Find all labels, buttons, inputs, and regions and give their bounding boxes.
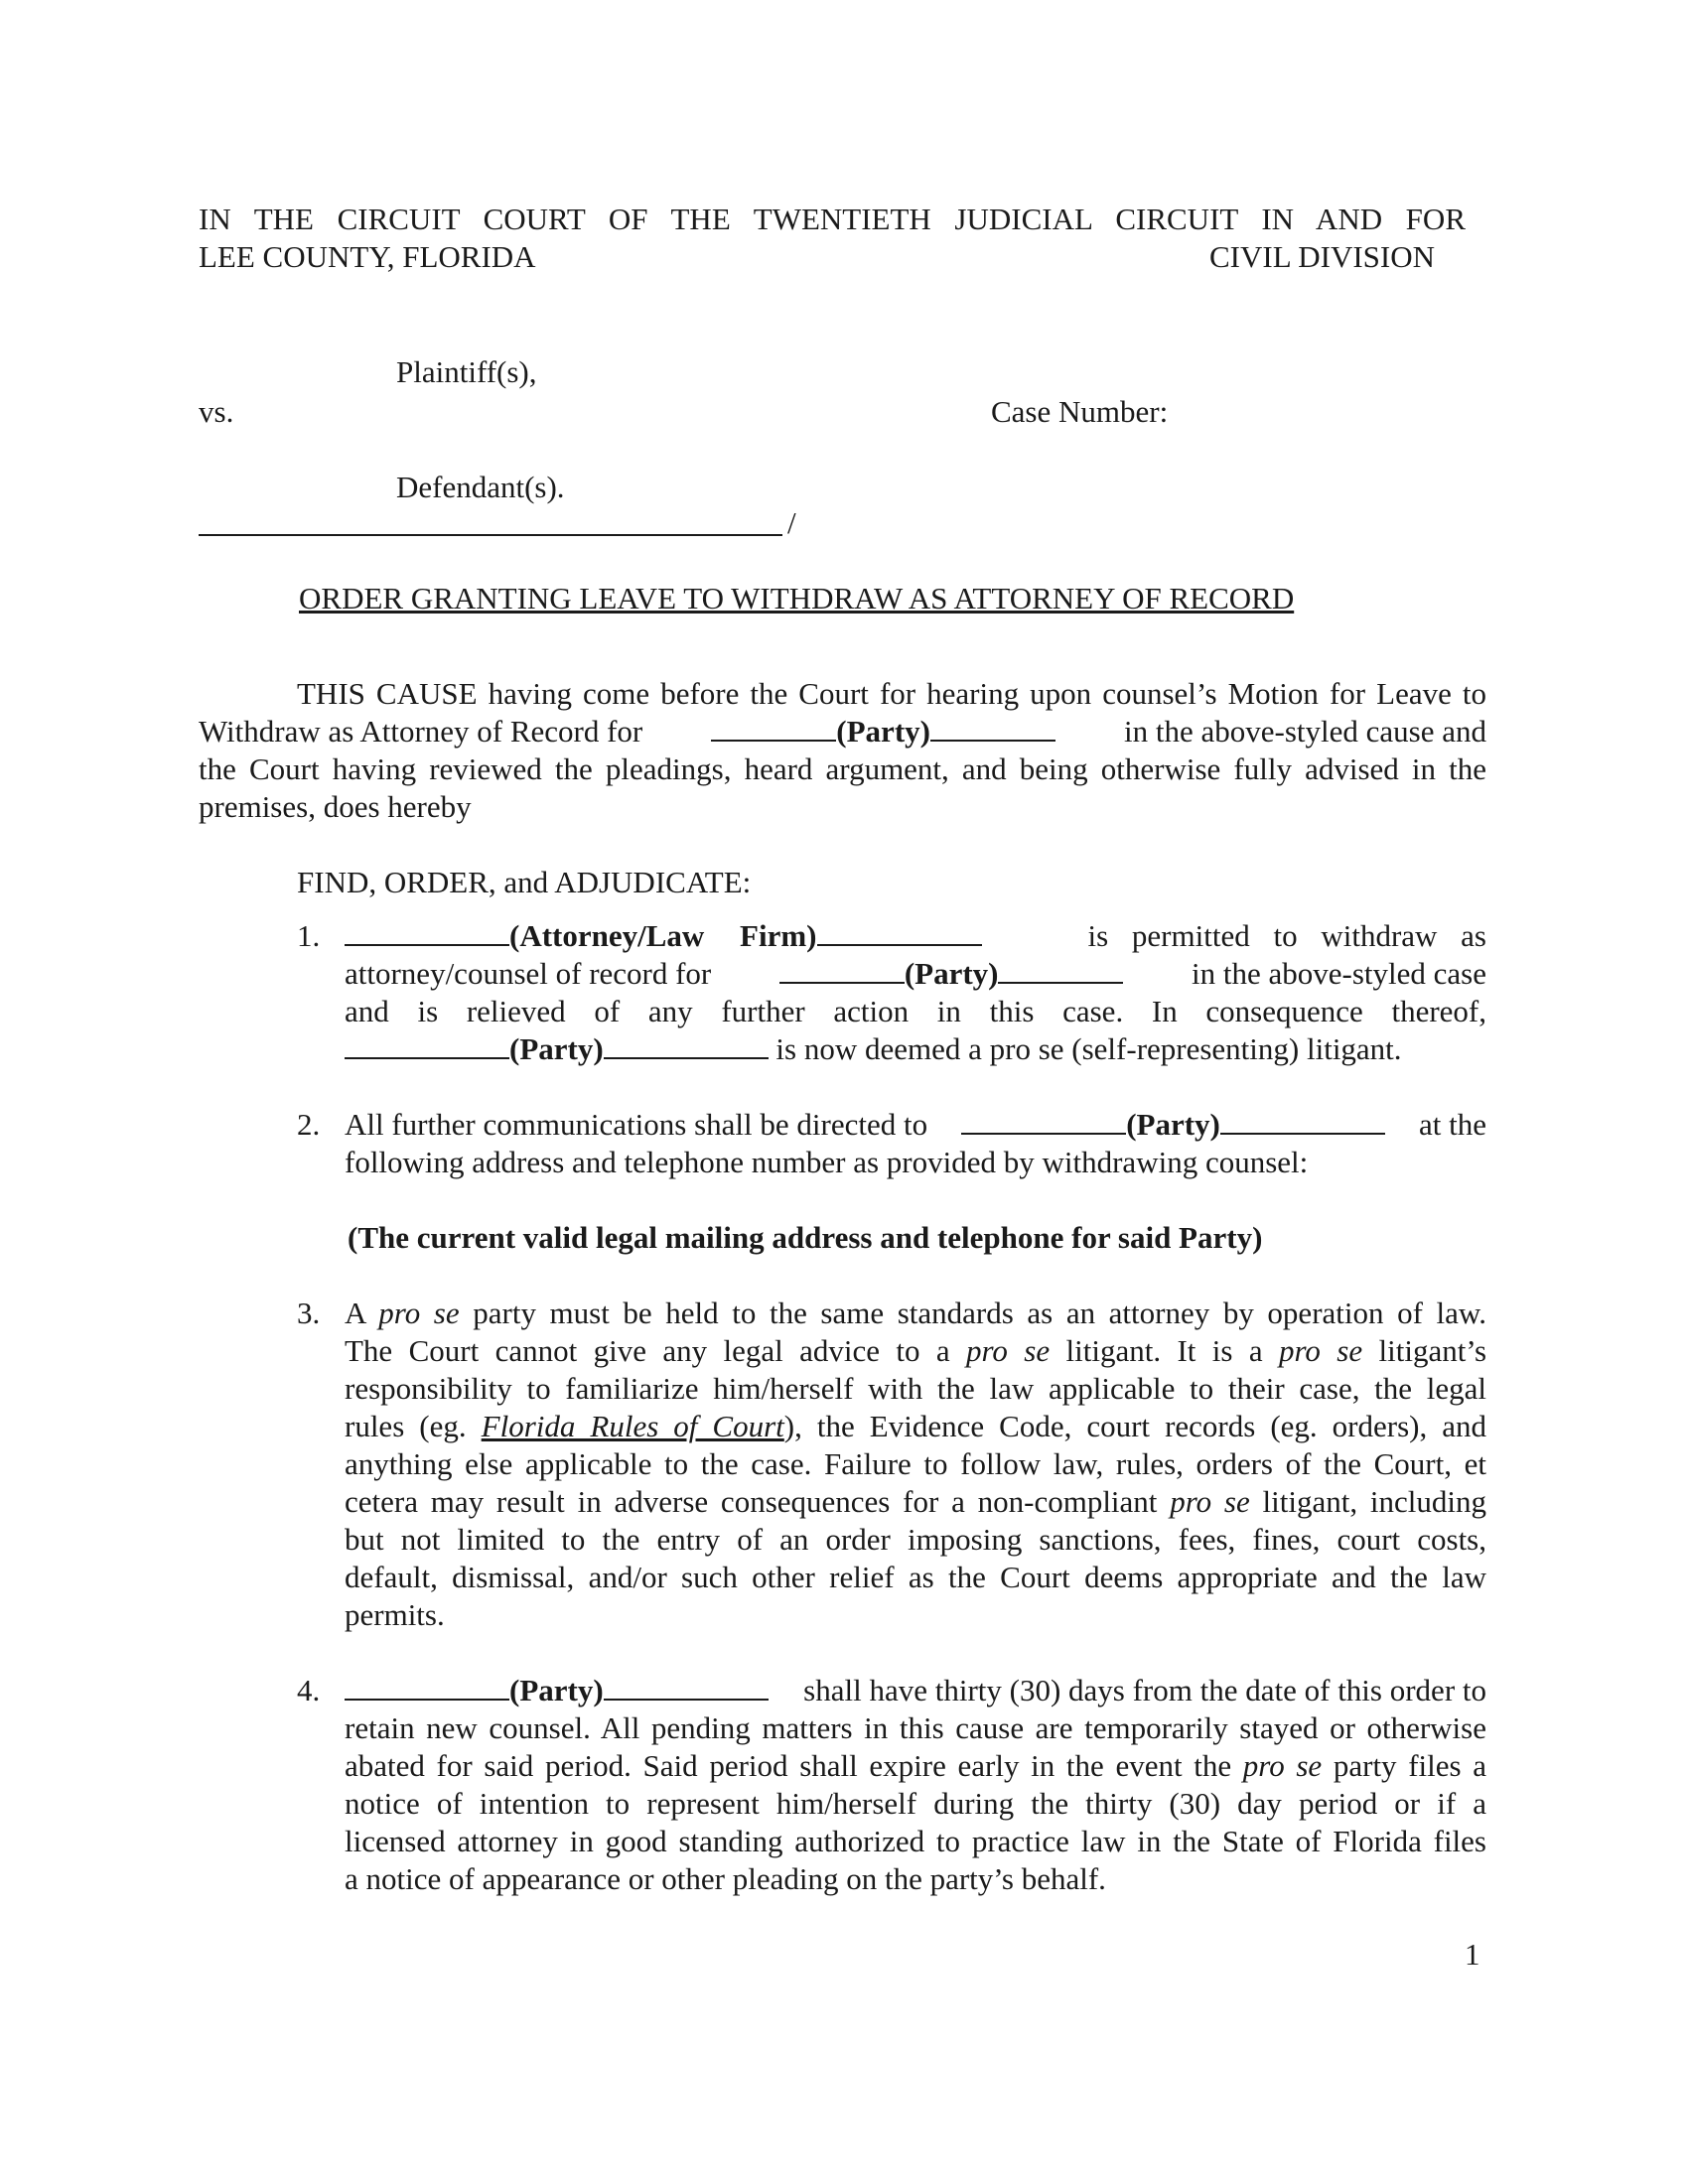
item-3-line4 bbox=[345, 1408, 1486, 1445]
caption-slash: / bbox=[787, 505, 796, 540]
item-3-text: A bbox=[345, 1296, 365, 1330]
item-2-text2: at the bbox=[1419, 1107, 1486, 1142]
intro-line4: premises, does hereby bbox=[199, 789, 472, 824]
intro-line3: the Court having reviewed the pleadings, heard argument, and being otherwise fully advised in the bbox=[199, 751, 1486, 786]
item-2-text1: All further communications shall be directed to bbox=[345, 1107, 928, 1142]
item-4-number: 4. bbox=[297, 1673, 321, 1707]
blank-line bbox=[345, 1673, 509, 1701]
item-3-text: litigant. It is a bbox=[1065, 1333, 1263, 1368]
item-2-party-field bbox=[961, 1106, 1385, 1144]
party-placeholder: (Party) bbox=[509, 1673, 604, 1707]
item-4-text: party files a bbox=[1333, 1748, 1487, 1783]
item-3-text: litigant, including bbox=[1262, 1484, 1487, 1519]
intro-line1: THIS CAUSE having come before the Court for hearing upon counsel’s Motion for Leave to bbox=[297, 676, 1486, 711]
pro-se-term: pro se bbox=[1279, 1333, 1363, 1368]
attorney-placeholder: (Attorney/Law Firm) bbox=[509, 918, 817, 953]
item-1-party-field bbox=[779, 955, 1124, 993]
court-heading-county: LEE COUNTY, FLORIDA bbox=[199, 239, 536, 274]
item-2-line1 bbox=[345, 1106, 1486, 1144]
blank-line bbox=[604, 1031, 769, 1059]
blank-line bbox=[711, 714, 836, 742]
item-1-line3: and is relieved of any further action in this case. In consequence thereof, bbox=[345, 994, 1486, 1028]
item-1-text2: attorney/counsel of record for bbox=[345, 956, 712, 991]
blank-line bbox=[604, 1673, 769, 1701]
item-3-text: party must be held to the same standards as an attorney by operation of law. bbox=[473, 1296, 1487, 1330]
item-3-line7: but not limited to the entry of an order imposing sanctions, fees, fines, court costs, bbox=[345, 1522, 1486, 1557]
blank-line bbox=[961, 1107, 1126, 1135]
document-title: ORDER GRANTING LEAVE TO WITHDRAW AS ATTORNEY OF RECORD bbox=[299, 581, 1295, 615]
item-1-line4 bbox=[345, 1030, 1402, 1068]
caption-rule bbox=[199, 534, 782, 536]
item-3-text: litigant’s bbox=[1378, 1333, 1487, 1368]
blank-line bbox=[345, 1031, 509, 1059]
attorney-field bbox=[345, 917, 982, 955]
intro-line2-text-a: Withdraw as Attorney of Record for bbox=[199, 714, 643, 749]
versus-label: vs. bbox=[199, 394, 234, 429]
item-3-line9: permits. bbox=[345, 1597, 445, 1632]
item-3-text: rules (eg. bbox=[345, 1409, 467, 1443]
item-3-line5: anything else applicable to the case. Failure to follow law, rules, orders of the Court, et bbox=[345, 1446, 1486, 1481]
item-4-line1 bbox=[345, 1672, 1486, 1709]
item-2-line2: following address and telephone number as provided by withdrawing counsel: bbox=[345, 1145, 1309, 1179]
item-3-number: 3. bbox=[297, 1296, 321, 1330]
find-order-heading: FIND, ORDER, and ADJUDICATE: bbox=[297, 865, 752, 899]
plaintiff-label: Plaintiff(s), bbox=[396, 354, 537, 389]
item-3-line1 bbox=[345, 1295, 1486, 1332]
item-3-text: The Court cannot give any legal advice to a bbox=[345, 1333, 950, 1368]
intro-line2 bbox=[199, 713, 1486, 751]
item-1-line2 bbox=[345, 955, 1486, 993]
case-number-label: Case Number: bbox=[991, 394, 1169, 429]
item-4-line6: a notice of appearance or other pleading on the party’s behalf. bbox=[345, 1861, 1106, 1896]
florida-rules-reference: Florida Rules of Court bbox=[481, 1409, 784, 1443]
item-1-line1 bbox=[345, 917, 1486, 955]
item-2-number: 2. bbox=[297, 1107, 321, 1142]
item-4-party-field bbox=[345, 1672, 769, 1709]
party-placeholder: (Party) bbox=[836, 714, 930, 749]
item-3-text: cetera may result in adverse consequences for a non-compliant bbox=[345, 1484, 1158, 1519]
item-3-line2 bbox=[345, 1332, 1486, 1370]
item-4-line5: licensed attorney in good standing authorized to practice law in the State of Florida files bbox=[345, 1824, 1486, 1858]
blank-line bbox=[779, 956, 905, 984]
intro-line2-text-b: in the above-styled cause and bbox=[1124, 714, 1486, 749]
item-4-text: abated for said period. Said period shall expire early in the event the bbox=[345, 1748, 1232, 1783]
item-4-line4: notice of intention to represent him/herself during the thirty (30) day period or if a bbox=[345, 1786, 1486, 1821]
court-heading-line1: IN THE CIRCUIT COURT OF THE TWENTIETH JUDICIAL CIRCUIT IN AND FOR bbox=[199, 202, 1466, 236]
item-3-text: ), the Evidence Code, court records (eg. orders), and bbox=[783, 1409, 1486, 1443]
pro-se-term: pro se bbox=[1170, 1484, 1250, 1519]
pro-se-term: pro se bbox=[966, 1333, 1051, 1368]
item-3-line6 bbox=[345, 1483, 1486, 1521]
item-1-text1: is permitted to withdraw as bbox=[1087, 918, 1486, 953]
party-placeholder: (Party) bbox=[1126, 1107, 1220, 1142]
pro-se-term: pro se bbox=[1242, 1748, 1323, 1783]
defendant-label: Defendant(s). bbox=[396, 470, 565, 504]
item-4-line2: retain new counsel. All pending matters in this cause are temporarily stayed or otherwise bbox=[345, 1710, 1486, 1745]
item-4-line3 bbox=[345, 1747, 1486, 1785]
page-number: 1 bbox=[1465, 1937, 1480, 1972]
blank-line bbox=[817, 918, 982, 946]
blank-line bbox=[1220, 1107, 1385, 1135]
item-4-text1: shall have thirty (30) days from the date of this order to bbox=[803, 1673, 1486, 1707]
item-3-line3: responsibility to familiarize him/herself with the law applicable to their case, the legal bbox=[345, 1371, 1486, 1406]
address-note: (The current valid legal mailing address and telephone for said Party) bbox=[348, 1220, 1263, 1255]
pro-se-term: pro se bbox=[378, 1296, 460, 1330]
blank-line bbox=[930, 714, 1055, 742]
item-1-text5: is now deemed a pro se (self-representing) litigant. bbox=[775, 1031, 1402, 1066]
blank-line bbox=[345, 918, 509, 946]
party-placeholder: (Party) bbox=[509, 1031, 604, 1066]
intro-party-field bbox=[711, 713, 1055, 751]
item-1-number: 1. bbox=[297, 918, 321, 953]
court-heading-division: CIVIL DIVISION bbox=[1209, 239, 1436, 274]
item-3-line8: default, dismissal, and/or such other relief as the Court deems appropriate and the law bbox=[345, 1560, 1486, 1594]
item-1-text3: in the above-styled case bbox=[1192, 956, 1486, 991]
blank-line bbox=[998, 956, 1123, 984]
party-placeholder: (Party) bbox=[904, 956, 999, 991]
